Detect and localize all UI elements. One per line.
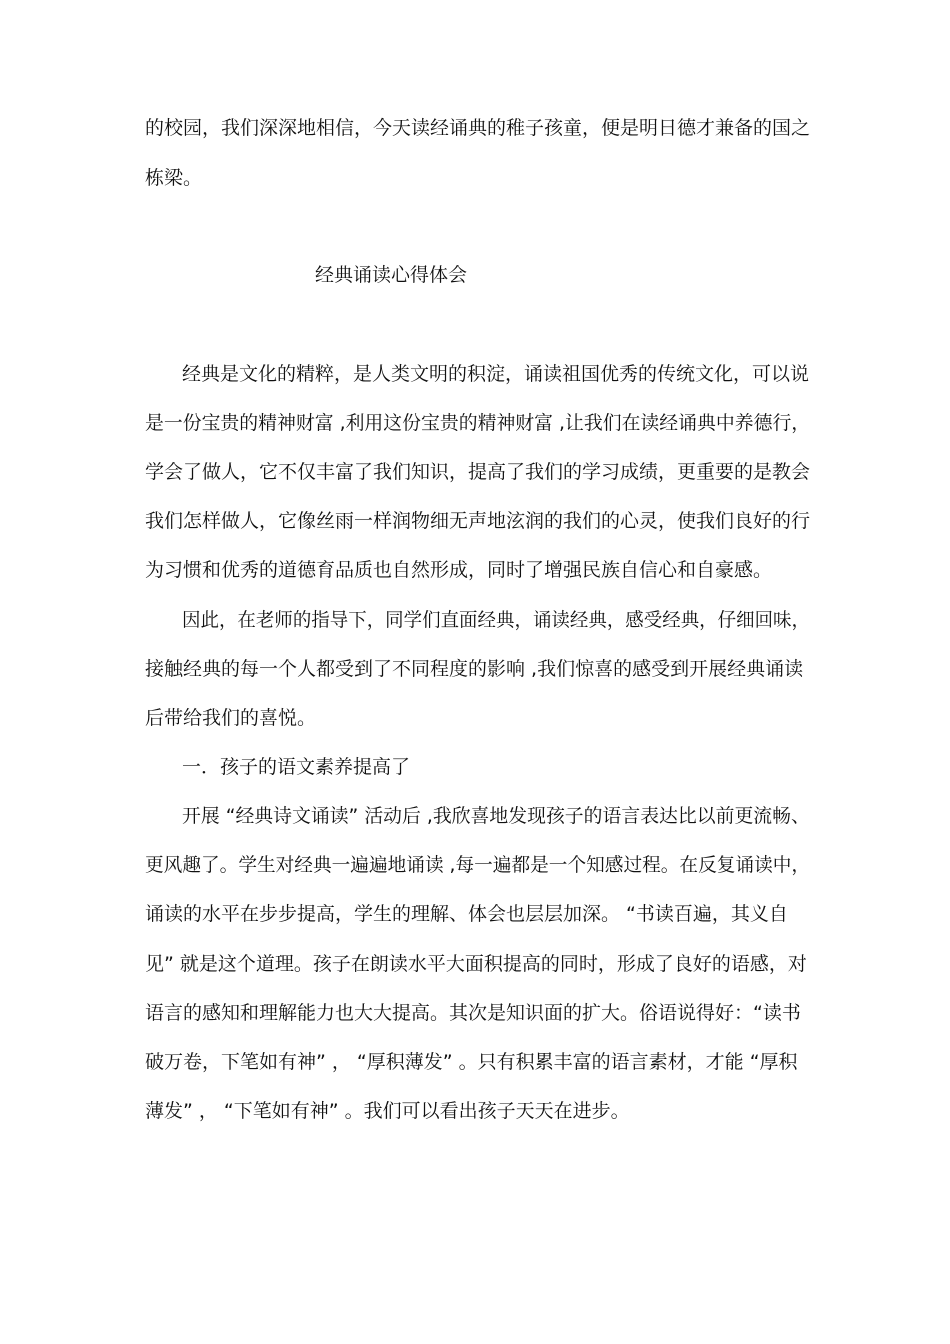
- text-line: 后带给我们的喜悦。: [145, 707, 317, 729]
- text-line: 的校园，我们深深地相信，今天读经诵典的稚子孩童，便是明日德才兼备的国之: [145, 117, 811, 139]
- text-line: 栋梁。: [145, 167, 203, 189]
- text-line: 是一份宝贵的精神财富 ,利用这份宝贵的精神财富 ,让我们在读经诵典中养德行，: [145, 412, 811, 434]
- text-line: 接触经典的每一个人都受到了不同程度的影响 ,我们惊喜的感受到开展经典诵读: [145, 658, 804, 680]
- text-line: 经典是文化的精粹，是人类文明的积淀，诵读祖国优秀的传统文化，可以说: [182, 363, 810, 385]
- text-line: 见” 就是这个道理。孩子在朗读水平大面积提高的同时，形成了良好的语感，对: [145, 953, 807, 975]
- document-title: 经典诵读心得体会: [315, 264, 468, 286]
- text-line: 薄发” ， “下笔如有神” 。我们可以看出孩子天天在进步。: [145, 1100, 630, 1122]
- text-line: 因此，在老师的指导下，同学们直面经典，诵读经典，感受经典，仔细回味，: [182, 609, 811, 631]
- text-line: 更风趣了。学生对经典一遍遍地诵读 ,每一遍都是一个知感过程。在反复诵读中，: [145, 854, 811, 876]
- text-line: 学会了做人，它不仅丰富了我们知识，提高了我们的学习成绩，更重要的是教会: [145, 461, 811, 483]
- text-line: 我们怎样做人，它像丝雨一样润物细无声地泫润的我们的心灵，使我们良好的行: [145, 510, 811, 532]
- text-line: 开展 “经典诗文诵读” 活动后 ,我欣喜地发现孩子的语言表达比以前更流畅、: [182, 805, 810, 827]
- text-line: 为习惯和优秀的道德育品质也自然形成，同时了增强民族自信心和自豪感。: [145, 559, 773, 581]
- text-line: 诵读的水平在步步提高，学生的理解、体会也层层加深。 “书读百遍，其义自: [145, 903, 788, 925]
- section-heading: 一．孩子的语文素养提高了: [182, 756, 411, 778]
- text-line: 语言的感知和理解能力也大大提高。其次是知识面的扩大。俗语说得好：“读书: [145, 1002, 801, 1024]
- text-line: 破万卷，下笔如有神” ， “厚积薄发” 。只有积累丰富的语言素材，才能 “厚积: [145, 1051, 798, 1073]
